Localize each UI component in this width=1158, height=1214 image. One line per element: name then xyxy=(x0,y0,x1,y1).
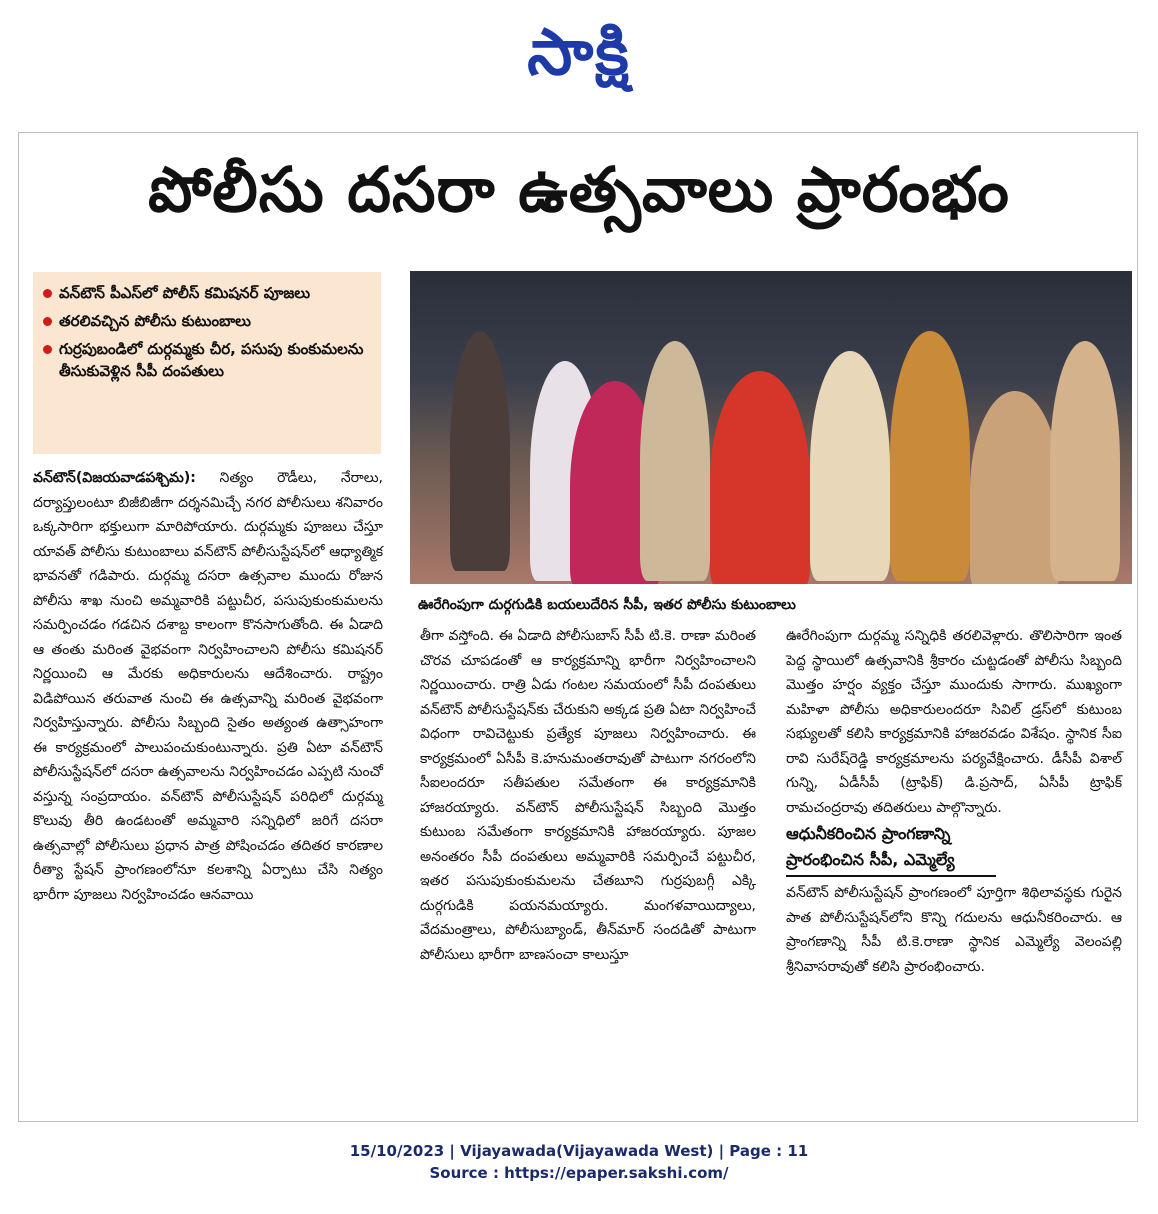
highlight-text: గుర్రపుబండిలో దుర్గమ్మకు చీర, పసుపు కుంకుమలను తీసుకువెళ్లిన సీపీ దంపతులు xyxy=(59,340,364,380)
highlight-item xyxy=(43,338,373,382)
article-column-1 xyxy=(33,466,383,907)
column-2-text: తీగా వస్తోంది. ఈ ఏడాది పోలీసుబాస్ సీపీ టి.కె. రాణా మరింత చొరవ చూపడంతో ఆ కార్యక్రమాన్ని భారీగా నిర్వహించాలని నిర్ణయించారు. రాత్రి ఏడు గంటల సమయంలో సీపీ దంపతులు వన్‌టౌన్ పోలీసుస్టేషన్‌కు చేరుకుని అక్కడ ప్రతి ఏటా నిర్వహించే విధంగా రావిచెట్టుకు ప్రత్యేక పూజలు నిర్వహించారు. ఈ కార్యక్రమంలో ఏసీపీ కె.హనుమంతరావుతో పాటుగా నగరంలోని సీఐలందరూ సతీపతుల సమేతంగా ఈ కార్యక్రమానికి హాజరయ్యారు. వన్‌టౌన్ పోలీసుస్టేషన్ సిబ్బంది మొత్తం కుటుంబ సమేతంగా కార్యక్రమానికి హాజరయ్యారు. పూజల అనంతరం సీపీ దంపతులు అమ్మవారికి సమర్పించే పట్టుచీర, ఇతర పసుపుకుంకుమలను చేతబూని గుర్రపుబగ్గీ ఎక్కి దుర్గగుడికి పయనమయ్యారు. మంగళవాయిద్యాలు, వేదమంత్రాలు, పోలీసుబ్యాండ్, తీన్‌మార్ సందడితో పాటుగా పోలీసులు భారీగా బాణసంచా కాలుస్తూ xyxy=(420,628,756,963)
footer-source: Source : https://epaper.sakshi.com/ xyxy=(429,1164,729,1182)
news-photo xyxy=(410,271,1132,584)
subheading-rule xyxy=(786,875,996,877)
column-3-text-2: వన్‌టౌన్ పోలీసుస్టేషన్ ప్రాంగణంలో పూర్తిగా శిథిలావస్థకు గురైన పాత పోలీసుస్టేషన్‌లోని కొన్ని గదులను ఆధునీకరించారు. ఆ ప్రాంగణాన్ని సీపీ టి.కె.రాణా స్థానిక ఎమ్మెల్యే వెలంపల్లి శ్రీనివాసరావుతో కలిసి ప్రారంభించారు. xyxy=(786,885,1122,975)
highlight-text: వన్‌టౌన్ పీఎస్‌లో పోలీస్ కమిషనర్ పూజలు xyxy=(59,284,311,302)
subheading-line-1: ఆధునీకరించిన ప్రాంగణాన్ని xyxy=(786,824,951,843)
photo-caption: ఊరేగింపుగా దుర్గగుడికి బయలుదేరిన సీపీ, ఇతర పోలీసు కుటుంబాలు xyxy=(418,597,796,613)
footer-date-edition: 15/10/2023 | Vijayawada(Vijayawada West) | Page : 11 xyxy=(349,1142,809,1160)
highlights-box xyxy=(33,272,381,454)
highlight-item xyxy=(43,310,373,332)
masthead xyxy=(0,8,1158,98)
sakshi-logo: సాక్షి xyxy=(527,16,631,90)
article-headline: పోలీసు దసరా ఉత్సవాలు ప్రారంభం xyxy=(148,153,1010,226)
bullet-icon xyxy=(43,289,52,298)
column-1-text: నిత్యం రౌడీలు, నేరాలు, దర్యాప్తులంటూ బిజీబిజీగా దర్శనమిచ్చే నగర పోలీసులు శనివారం ఒక్కసారిగా భక్తులుగా మారిపోయారు. దుర్గమ్మకు పూజలు చేస్తూ యావత్ పోలీసు కుటుంబాలు వన్‌టౌన్ పోలీసుస్టేషన్‌లో ఆధ్యాత్మిక భావనతో గడిపారు. దుర్గమ్మ దసరా ఉత్సవాల ముందు రోజున పోలీసు శాఖ నుంచి అమ్మవారికి పట్టుచీర, పసుపుకుంకుమలను సమర్పించడం గడచిన దశాబ్ద కాలంగా కొనసాగుతోంది. ఈ ఏడాది ఆ తంతు మరింత వైభవంగా నిర్వహించాలని పోలీసు కమిషనర్ నిర్ణయించి ఆ మేరకు అధికారులను ఆదేశించారు. రాష్ట్రం విడిపోయిన తరువాత నుంచి ఈ ఉత్సవాన్ని మరింత వైభవంగా నిర్వహిస్తున్నారు. పోలీసు సిబ్బంది సైతం అత్యంత ఉత్సాహంగా ఈ కార్యక్రమంలో పాలుపంచుకుంటున్నారు. ప్రతి ఏటా వన్‌టౌన్ పోలీసుస్టేషన్‌లో దసరా ఉత్సవాలను నిర్వహించడం ఎప్పటి నుంచో వస్తున్న సంప్రదాయం. వన్‌టౌన్ పోలీసుస్టేషన్ పరిధిలో దుర్గమ్మ కొలువు తీరి ఉండటంతో అమ్మవారి సన్నిధిలో జరిగే దసరా ఉత్సవాల్లో పోలీసులు ప్రధాన పాత్ర పోషించడం తదితర కారణాల రీత్యా స్టేషన్ ప్రాంగణంలోనూ కలశాన్ని ఏర్పాటు చేసి నిత్యం భారీగా పూజలు నిర్వహించడం ఆనవాయి xyxy=(33,470,383,903)
highlight-text: తరలివచ్చిన పోలీసు కుటుంబాలు xyxy=(59,312,251,330)
dateline: వన్‌టౌన్(విజయవాడపశ్చిమ): xyxy=(33,470,196,486)
bullet-icon xyxy=(43,317,52,326)
article-column-2 xyxy=(420,624,756,967)
subheading-line-2: ప్రారంభించిన సీపీ, ఎమ్మెల్యే xyxy=(786,850,955,869)
highlight-item xyxy=(43,282,373,304)
article-column-3 xyxy=(786,624,1122,979)
column-3-text: ఊరేగింపుగా దుర్గమ్మ సన్నిధికి తరలివెళ్లారు. తొలిసారిగా ఇంత పెద్ద స్థాయిలో ఉత్సవానికి శ్రీకారం చుట్టడంతో పోలీసు సిబ్బంది మొత్తం హర్షం వ్యక్తం చేస్తూ ముందుకు సాగారు. ముఖ్యంగా మహిళా పోలీసు అధికారులందరూ సివిల్ డ్రస్‌లో కుటుంబ సభ్యులతో కలిసి కార్యక్రమానికి హాజరవడం విశేషం. స్థానిక సీఐ రావి సురేష్‌రెడ్డి కార్యక్రమాలను పర్యవేక్షించారు. డీసీపీ విశాల్ గున్ని, ఏడీసీపీ (ట్రాఫిక్) డి.ప్రసాద్, ఏసీపీ ట్రాఫిక్ రామచంద్రరావు తదితరులు పాల్గొన్నారు. xyxy=(786,628,1122,816)
bullet-icon xyxy=(43,345,52,354)
footer xyxy=(0,1140,1158,1184)
